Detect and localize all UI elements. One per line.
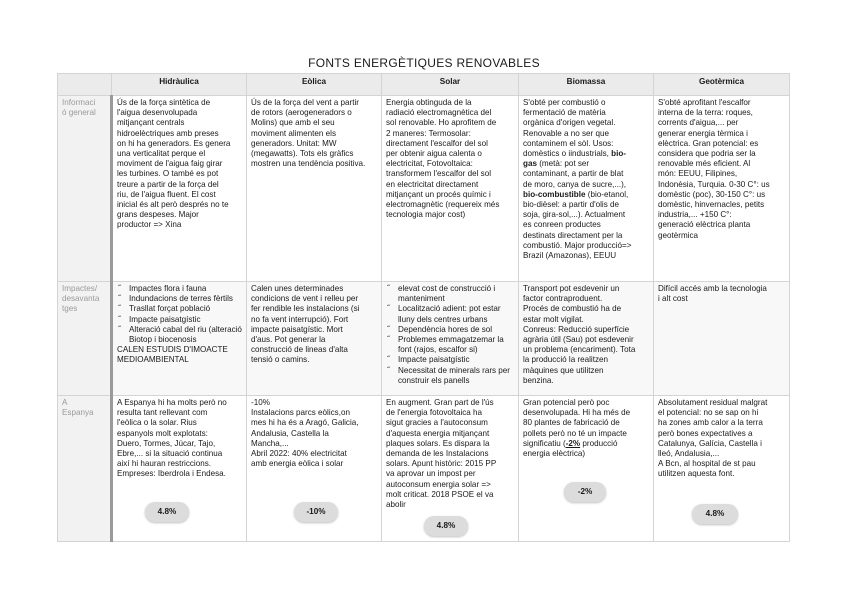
espanya-biomassa-text [523, 398, 649, 459]
list-item: ˝ Localització adient: pot estar lluny dels centres urbans [386, 304, 514, 324]
header-corner [58, 74, 112, 96]
energy-table [57, 73, 790, 542]
impactes-solar-list [386, 284, 514, 386]
espanya-eolica-text: -10% Instalacions parcs eòlics,on mes hi ha és a Aragó, Galicia, Andalusia, Castella la Mancha,... Abril 2022: 40% electricitat amb energia eòlica i solar [251, 398, 359, 469]
header-hidraulica: Hidràulica [112, 74, 247, 96]
cell-impactes-geotermica: Difícil accés amb la tecnologia i alt cost [654, 282, 790, 396]
cell-info-geotermica: S'obté aprofitant l'escalfor interna de la terra: roques, corrents d'aigua,... per generar energia tèrmica i elèctrica. Gran potencial: es considera que podria ser la renovable més eficient. Al món: EEUU, Filipines, Indonèsia, Turquia. 0-30 C°: us domèstic (poc), 30-150 C°: us domèstic, hinvernacles, petits industria,... +150 C°: generació elèctrica planta geotèrmica [654, 96, 790, 282]
cell-espanya-hidraulica [112, 396, 247, 542]
cell-espanya-geotermica [654, 396, 790, 542]
impactes-hidraulica-list [117, 284, 242, 345]
info-biomassa-text-1: S'obté per combustió o fermentació de matèria orgànica d'origen vegetal. Renovable a no ser que contaminem el sòl. Usos: domèstics o iindustrials, [523, 98, 616, 159]
list-item: ˝ Necessitat de minerals rars per construir els panells [386, 366, 514, 386]
espanya-solar-text: En augment. Gran part de l'ús de l'energia fotovoltaica ha sigut gracies a l'autoconsum d'aquesta energia mitjançant plaques solars. Es dispara la demanda de les Instalacions solars. Apunt històric: 2015 PP va aprovar un impost per autoconsum energia solar => molt criticat. 2018 PSOE el va abolir [386, 398, 497, 510]
row-label-impactes: Impactes/ desavanta tges [58, 282, 112, 396]
header-biomassa: Biomassa [519, 74, 654, 96]
info-biomassa-biocombustible: bio-combustible [523, 189, 586, 199]
list-item: ˝ Dependència hores de sol [386, 325, 514, 335]
header-solar: Solar [382, 74, 519, 96]
cell-info-eolica: Ús de la força del vent a partir de rotors (aerogeneradors o Molins) que amb el seu moviment alimenten els generadors. Unitat: MW (megawatts). Tots els gràfics mostren una tendència positiva. [247, 96, 382, 282]
header-geotermica: Geotèrmica [654, 74, 790, 96]
biomassa-percent-badge: -2% [564, 482, 606, 502]
info-biomassa-text-2: (metà: pot ser contaminant, a partir de blat de moro, canya de sucre,...), [523, 159, 627, 189]
list-item: ˝ Impacte paisatgístic [386, 355, 514, 365]
solar-percent-badge: 4.8% [424, 516, 468, 536]
espanya-geotermica-text: Absolutament residual malgrat el potencial: no se sap on hi ha zones amb calor a la terra però bones expectatives a Catalunya, Galícia, Castella i lleó, Andalusia,... A Bcn, al hospital de st pau utilitzen aquesta font. [658, 398, 768, 479]
eolica-percent-badge: -10% [294, 502, 338, 522]
list-item: ˝ elevat cost de construcció i manteniment [386, 284, 514, 304]
header-row [58, 74, 790, 96]
espanya-biomassa-text-2: producció energia elèctrica) [523, 438, 618, 459]
list-item: ˝ Alteració cabal del riu (alteració Biotop i biocenosis [117, 325, 242, 345]
cell-espanya-eolica [247, 396, 382, 542]
cell-impactes-hidraulica [112, 282, 247, 396]
info-biomassa-text-3: (bio-etanol, bio-dièsel: a partir d'olis de soja, gira-sol,...). Actualment es conreen productes destinats directament per la combustió. Major producció=> Brazil (Amazonas), EEUU [523, 189, 632, 261]
hidraulica-percent-badge: 4.8% [145, 502, 189, 522]
row-info [58, 96, 790, 282]
row-impactes [58, 282, 790, 396]
row-espanya [58, 396, 790, 542]
page-title: FONTS ENERGÈTIQUES RENOVABLES [308, 56, 540, 70]
list-item: ˝ Indundacions de terres fèrtils [117, 294, 242, 304]
espanya-biomassa-highlight: -2% [565, 438, 581, 448]
row-label-espanya: A Espanya [58, 396, 112, 542]
cell-impactes-solar [382, 282, 519, 396]
list-item: ˝ Impactes flora i fauna [117, 284, 242, 294]
espanya-hidraulica-text: A Espanya hi ha molts però no resulta tant rellevant com l'eòlica o la solar. Rius espanyols molt explotats: Duero, Tormes, Júcar, Tajo, Ebre,... si la situació continua així hi hauran restriccions. Empreses: Iberdrola i Endesa. [117, 398, 227, 479]
list-item: ˝ Trasllat forçat població [117, 304, 242, 314]
cell-info-hidraulica: Ús de la força sintètica de l'aigua desenvolupada mitjançant centrals hidroelèctriques amb preses on hi ha generadors. Es genera una verticalitat perque el moviment de l'aigua faig girar les turbines. O també es pot treure a partir de la força del riu, de l'aigua fluent. El cost inicial és alt però després no te grans despeses. Major productor => Xina [112, 96, 247, 282]
geotermica-percent-badge: 4.8% [692, 504, 738, 524]
cell-espanya-biomassa [519, 396, 654, 542]
cell-impactes-biomassa: Transport pot esdevenir un factor contraproduent. Procés de combustió ha de estar molt vigilat. Conreus: Reducció superfície agrària útil (Sau) pot esdevenir un problema (encariment). Tota la producció la realitzen màquines que utilitzen benzina. [519, 282, 654, 396]
info-biomassa-biogas: bio- gas [523, 149, 627, 169]
row-label-info: Informaci ó general [58, 96, 112, 282]
cell-impactes-eolica: Calen unes determinades condicions de vent i relleu per fer rendible les instalacions (si no fa vent interrupció). Fort impacte paisatgístic. Mort d'aus. Pot generar la construcció de lineas d'alta tensió o camins. [247, 282, 382, 396]
impactes-hidraulica-note: CALEN ESTUDIS D'IMOACTE MEDIOAMBIENTAL [117, 345, 228, 365]
cell-info-biomassa [519, 96, 654, 282]
header-eolica: Eòlica [247, 74, 382, 96]
cell-info-solar: Energia obtinguda de la radiació electromagnètica del sol renovable. Ho aprofitem de 2 maneres: Termosolar: directament l'escalfor del sol per obtenir aigua calenta o electricitat, Fotovoltaica: transformem l'escalfor del sol en electricitat directament mitjançant un procés químic i electromagnètic (requereix més tecnologia major cost) [382, 96, 519, 282]
list-item: ˝ Impacte paisatgístic [117, 315, 242, 325]
list-item: ˝ Problemes emmagatzemar la font (rajos, escalfor si) [386, 335, 514, 355]
espanya-biomassa-text-1: Gran potencial però poc desenvolupada. Hi ha més de 80 plantes de fabricació de pollets però no té un impacte significatiu ( [523, 398, 631, 448]
cell-espanya-solar [382, 396, 519, 542]
